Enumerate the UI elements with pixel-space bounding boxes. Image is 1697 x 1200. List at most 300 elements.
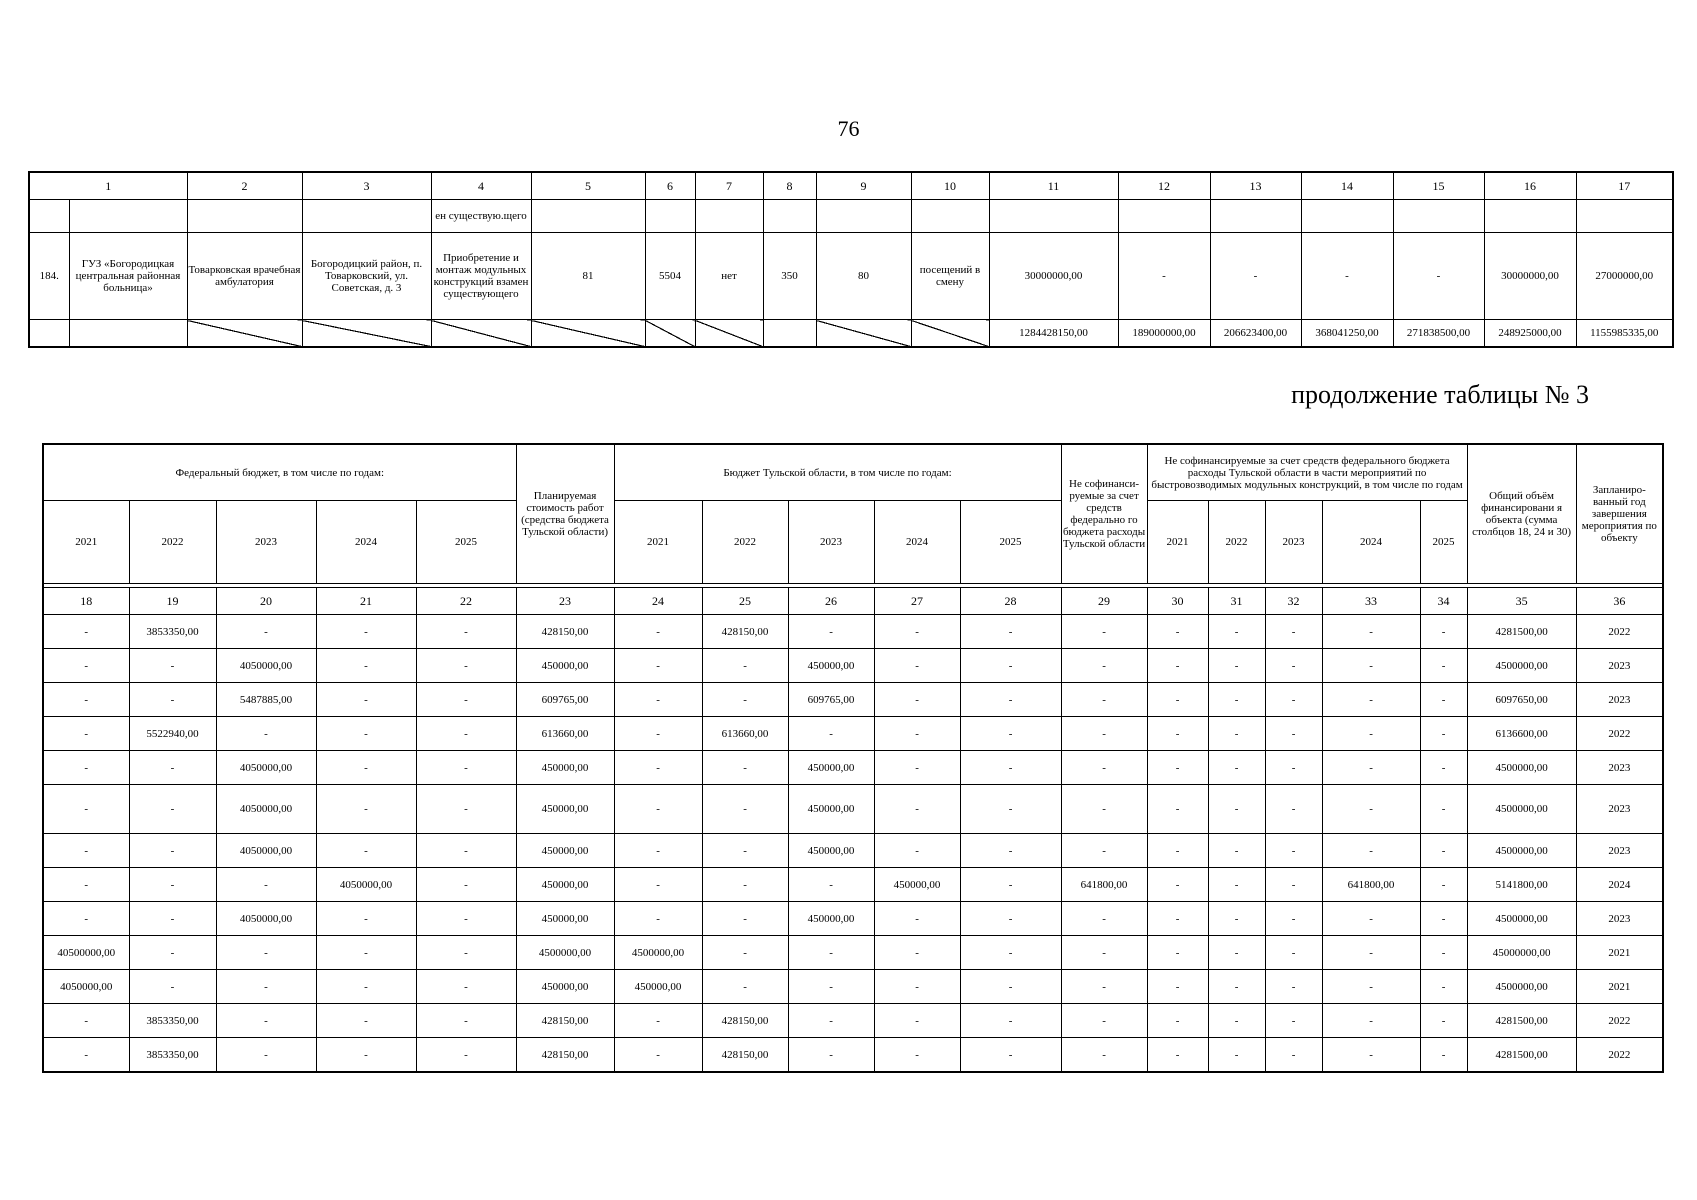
table-cell: -	[874, 751, 960, 785]
table-cell: -	[1061, 1038, 1147, 1073]
table-cell: 428150,00	[702, 1038, 788, 1073]
table-cell: 5522940,00	[129, 717, 216, 751]
col-num: 1	[29, 172, 187, 200]
table-cell: -	[1322, 717, 1420, 751]
table-cell: 641800,00	[1061, 868, 1147, 902]
table-cell: -	[1265, 936, 1322, 970]
table-cell: -	[1265, 785, 1322, 834]
col-num: 11	[989, 172, 1118, 200]
tula-budget-header: Бюджет Тульской области, в том числе по годам:	[614, 444, 1061, 501]
table-cell: 450000,00	[516, 649, 614, 683]
table-cell: -	[1147, 751, 1208, 785]
cell: 80	[816, 233, 911, 320]
table-cell: -	[1208, 785, 1265, 834]
table-row	[43, 615, 1663, 649]
table-cell: -	[129, 936, 216, 970]
table-cell: -	[129, 970, 216, 1004]
totals-row	[29, 320, 1673, 348]
table-cell: -	[1265, 902, 1322, 936]
table-cell: 6136600,00	[1467, 717, 1576, 751]
table-cell: -	[1208, 834, 1265, 868]
table-cell: -	[43, 868, 129, 902]
table-cell: -	[416, 1004, 516, 1038]
col-num: 13	[1210, 172, 1301, 200]
organization: ГУЗ «Богородицкая центральная районная больница»	[69, 233, 187, 320]
table-cell: 613660,00	[516, 717, 614, 751]
cell: 30000000,00	[1484, 233, 1576, 320]
table-cell: -	[416, 785, 516, 834]
col-num: 34	[1420, 588, 1467, 615]
table-cell: -	[1420, 649, 1467, 683]
table-cell: 4500000,00	[614, 936, 702, 970]
table-cell: -	[702, 868, 788, 902]
table-cell: -	[1420, 683, 1467, 717]
table-cell: -	[614, 868, 702, 902]
continuation-title: продолжение таблицы № 3	[1291, 380, 1589, 409]
table-cell: -	[702, 834, 788, 868]
table-cell: -	[1265, 1004, 1322, 1038]
table-cell: -	[874, 649, 960, 683]
table-cell: -	[702, 785, 788, 834]
empty-slashed-cell	[431, 320, 531, 348]
table-cell: -	[1265, 834, 1322, 868]
table-cell: -	[1420, 970, 1467, 1004]
table-cell: -	[614, 751, 702, 785]
table-cell: 2023	[1576, 649, 1663, 683]
table-row	[29, 200, 1673, 233]
table-cell: 2023	[1576, 683, 1663, 717]
table-cell: -	[216, 1004, 316, 1038]
table-cell: -	[1265, 868, 1322, 902]
table-cell: 2022	[1576, 1038, 1663, 1073]
col-num: 25	[702, 588, 788, 615]
table-cell: -	[316, 902, 416, 936]
table-cell: -	[129, 902, 216, 936]
table-cell: -	[874, 615, 960, 649]
year-header: 2022	[129, 501, 216, 584]
table-cell: -	[788, 1038, 874, 1073]
table-cell: -	[614, 649, 702, 683]
table-cell: 428150,00	[702, 615, 788, 649]
table-cell: -	[43, 751, 129, 785]
table-cell: -	[416, 649, 516, 683]
col-num: 28	[960, 588, 1061, 615]
table-cell: 428150,00	[702, 1004, 788, 1038]
table-cell: -	[129, 683, 216, 717]
table-cell: 2023	[1576, 785, 1663, 834]
col-num: 30	[1147, 588, 1208, 615]
year-header: 2023	[788, 501, 874, 584]
table-cell: -	[1420, 1004, 1467, 1038]
table-cell: -	[129, 649, 216, 683]
table-cell: -	[216, 936, 316, 970]
empty-slashed-cell	[911, 320, 989, 348]
table-cell: -	[614, 717, 702, 751]
col-num: 31	[1208, 588, 1265, 615]
table-cell: -	[614, 683, 702, 717]
table-cell: -	[1322, 615, 1420, 649]
table-row	[29, 233, 1673, 320]
col-num: 7	[695, 172, 763, 200]
table-cell: -	[874, 970, 960, 1004]
table-cell: -	[1147, 649, 1208, 683]
table-row	[43, 717, 1663, 751]
col-num: 32	[1265, 588, 1322, 615]
table-cell: -	[960, 1038, 1061, 1073]
not-cofinanced-modular-header: Не софинансируемые за счет средств федерального бюджета расходы Тульской области в части мероприятий по быстровозводимых модульных конструкций, в том числе по годам	[1147, 444, 1467, 501]
col-num: 36	[1576, 588, 1663, 615]
table-cell: -	[1061, 615, 1147, 649]
table-cell: -	[614, 785, 702, 834]
cell: посещений в смену	[911, 233, 989, 320]
table-cell: -	[1208, 1004, 1265, 1038]
table-cell: -	[316, 1004, 416, 1038]
year-header: 2024	[874, 501, 960, 584]
table-cell: -	[316, 649, 416, 683]
table-cell: -	[1208, 751, 1265, 785]
col-num: 3	[302, 172, 431, 200]
table-cell: 2022	[1576, 1004, 1663, 1038]
table-cell: 450000,00	[788, 649, 874, 683]
table-cell: -	[1420, 868, 1467, 902]
table-cell: -	[960, 683, 1061, 717]
table-row	[43, 902, 1663, 936]
table-cell: -	[1208, 717, 1265, 751]
table-cell: 641800,00	[1322, 868, 1420, 902]
table-cell: -	[416, 717, 516, 751]
table-cell: -	[1322, 683, 1420, 717]
table-cell: -	[43, 785, 129, 834]
table-cell: 4281500,00	[1467, 1004, 1576, 1038]
table-cell: -	[1061, 902, 1147, 936]
table-cell: 2024	[1576, 868, 1663, 902]
table-row	[43, 785, 1663, 834]
total-cell: 1155985335,00	[1576, 320, 1673, 348]
table-cell: -	[1420, 717, 1467, 751]
table-cell: -	[316, 785, 416, 834]
table-cell: -	[416, 751, 516, 785]
table-cell: 40500000,00	[43, 936, 129, 970]
table-cell: -	[316, 1038, 416, 1073]
table-cell: 2021	[1576, 970, 1663, 1004]
empty-slashed-cell	[187, 320, 302, 348]
table-cell: -	[614, 902, 702, 936]
table-cell: -	[416, 1038, 516, 1073]
table-cell: -	[1061, 683, 1147, 717]
table-cell: -	[1322, 936, 1420, 970]
object-name: Товарковская врачебная амбулатория	[187, 233, 302, 320]
col-num: 26	[788, 588, 874, 615]
table-cell: -	[1147, 683, 1208, 717]
table-cell: -	[960, 902, 1061, 936]
table-cell: 4050000,00	[216, 649, 316, 683]
table-cell: -	[1147, 615, 1208, 649]
table-cell: -	[1322, 1038, 1420, 1073]
col-num: 4	[431, 172, 531, 200]
table-cell: 4050000,00	[316, 868, 416, 902]
table-cell: -	[1208, 615, 1265, 649]
table-cell: -	[874, 936, 960, 970]
table-cell: -	[43, 615, 129, 649]
table-cell: 2021	[1576, 936, 1663, 970]
table-cell: -	[1265, 1038, 1322, 1073]
table-row	[43, 751, 1663, 785]
table-cell: -	[316, 615, 416, 649]
table-cell: 4500000,00	[1467, 785, 1576, 834]
table-cell: -	[216, 970, 316, 1004]
table-cell: -	[1265, 717, 1322, 751]
table-cell: -	[1322, 902, 1420, 936]
top-table	[28, 171, 1674, 348]
column-number-row	[43, 588, 1663, 615]
table-cell: -	[1420, 1038, 1467, 1073]
table-cell: -	[1147, 936, 1208, 970]
table-row	[43, 970, 1663, 1004]
table-cell: 45000000,00	[1467, 936, 1576, 970]
table-cell: -	[416, 936, 516, 970]
table-cell: -	[960, 717, 1061, 751]
table-cell: -	[1208, 683, 1265, 717]
table-cell: 3853350,00	[129, 1004, 216, 1038]
table-cell: -	[1061, 970, 1147, 1004]
table-cell: 450000,00	[516, 834, 614, 868]
table-cell: 4050000,00	[216, 834, 316, 868]
empty-slashed-cell	[302, 320, 431, 348]
table-cell: -	[1208, 902, 1265, 936]
table-cell: 3853350,00	[129, 1038, 216, 1073]
col-num: 8	[763, 172, 816, 200]
table-cell: -	[1420, 751, 1467, 785]
table-cell: 4500000,00	[1467, 649, 1576, 683]
year-header: 2024	[316, 501, 416, 584]
col-num: 5	[531, 172, 645, 200]
table-cell: 450000,00	[788, 834, 874, 868]
table-cell: -	[416, 615, 516, 649]
table-cell: -	[874, 717, 960, 751]
table-cell: -	[1147, 868, 1208, 902]
table-cell: -	[1208, 868, 1265, 902]
col-num: 16	[1484, 172, 1576, 200]
year-header: 2022	[702, 501, 788, 584]
table-cell: 5487885,00	[216, 683, 316, 717]
col-num: 18	[43, 588, 129, 615]
cell: 30000000,00	[989, 233, 1118, 320]
table-cell: -	[874, 683, 960, 717]
year-header: 2021	[1147, 501, 1208, 584]
table-cell: -	[1147, 1004, 1208, 1038]
table-cell: 2022	[1576, 717, 1663, 751]
table-cell: -	[316, 834, 416, 868]
table-cell: -	[1322, 751, 1420, 785]
table-cell: -	[1208, 970, 1265, 1004]
table-cell: -	[702, 751, 788, 785]
table-cell: -	[614, 1038, 702, 1073]
address: Богородицкий район, п. Товарковский, ул. Советская, д. 3	[302, 233, 431, 320]
table-cell: 450000,00	[788, 785, 874, 834]
table-cell: -	[316, 970, 416, 1004]
table-cell: -	[702, 936, 788, 970]
col-num: 14	[1301, 172, 1393, 200]
table-cell: -	[43, 1038, 129, 1073]
table-cell: -	[702, 970, 788, 1004]
table-cell: -	[316, 751, 416, 785]
cell: -	[1118, 233, 1210, 320]
table-cell: 450000,00	[874, 868, 960, 902]
col-num: 2	[187, 172, 302, 200]
page-number: 76	[837, 116, 860, 141]
table-cell: 4500000,00	[1467, 834, 1576, 868]
table-cell: 2023	[1576, 751, 1663, 785]
table-body	[43, 615, 1663, 1073]
table-cell: -	[1265, 649, 1322, 683]
table-cell: -	[129, 751, 216, 785]
table-row	[43, 936, 1663, 970]
table-cell: -	[960, 1004, 1061, 1038]
table-cell: -	[960, 868, 1061, 902]
col-num: 6	[645, 172, 695, 200]
empty-slashed-cell	[531, 320, 645, 348]
total-volume-header: Общий объём финансировани я объекта (сумма столбцов 18, 24 и 30)	[1467, 444, 1576, 584]
table-cell: -	[1322, 970, 1420, 1004]
table-cell: -	[874, 785, 960, 834]
table-cell: -	[874, 834, 960, 868]
table-cell: -	[1147, 834, 1208, 868]
table-cell: -	[43, 683, 129, 717]
table-cell: 609765,00	[788, 683, 874, 717]
table-cell: -	[702, 902, 788, 936]
cell: 350	[763, 233, 816, 320]
empty-slashed-cell	[645, 320, 695, 348]
table-cell: 4050000,00	[216, 902, 316, 936]
table-cell: 2023	[1576, 834, 1663, 868]
col-num: 9	[816, 172, 911, 200]
not-cofinanced-header: Не софинанси-руемые за счет средств федерально го бюджета расходы Тульской области	[1061, 444, 1147, 584]
table-cell: -	[614, 834, 702, 868]
table-cell: -	[1147, 1038, 1208, 1073]
total-cell: 271838500,00	[1393, 320, 1484, 348]
total-cell: 368041250,00	[1301, 320, 1393, 348]
table-cell: -	[1061, 834, 1147, 868]
table-cell: 4050000,00	[216, 785, 316, 834]
continuation-table	[42, 443, 1664, 1073]
cell: -	[1301, 233, 1393, 320]
table-cell: -	[788, 717, 874, 751]
table-cell: 4500000,00	[516, 936, 614, 970]
year-header: 2023	[216, 501, 316, 584]
table-cell: -	[316, 683, 416, 717]
col-num: 22	[416, 588, 516, 615]
column-number-row	[29, 172, 1673, 200]
table-cell: -	[416, 834, 516, 868]
table-cell: -	[216, 1038, 316, 1073]
table-cell: -	[129, 834, 216, 868]
col-num: 27	[874, 588, 960, 615]
table-cell: -	[1208, 936, 1265, 970]
work-type: Приобретение и монтаж модульных конструкций взамен существующего	[431, 233, 531, 320]
col-num: 23	[516, 588, 614, 615]
col-num: 33	[1322, 588, 1420, 615]
table-cell: 428150,00	[516, 615, 614, 649]
table-cell: -	[43, 649, 129, 683]
table-row	[43, 1038, 1663, 1073]
planned-year-header: Запланиро-ванный год завершения мероприятия по объекту	[1576, 444, 1663, 584]
table-cell: -	[1147, 970, 1208, 1004]
table-cell: -	[1061, 936, 1147, 970]
planned-cost-header: Планируемая стоимость работ (средства бюджета Тульской области)	[516, 444, 614, 584]
table-cell: -	[960, 785, 1061, 834]
table-cell: -	[788, 615, 874, 649]
col-num: 19	[129, 588, 216, 615]
table-cell: -	[1420, 902, 1467, 936]
col-num: 21	[316, 588, 416, 615]
table-cell: 450000,00	[614, 970, 702, 1004]
table-cell: 2022	[1576, 615, 1663, 649]
table-cell: -	[216, 717, 316, 751]
col-num: 17	[1576, 172, 1673, 200]
col-num: 35	[1467, 588, 1576, 615]
table-cell: -	[1147, 902, 1208, 936]
table-cell: -	[43, 834, 129, 868]
table-cell: -	[129, 785, 216, 834]
table-cell: -	[702, 683, 788, 717]
table-cell: -	[1061, 1004, 1147, 1038]
table-cell: 450000,00	[516, 868, 614, 902]
table-cell: -	[960, 970, 1061, 1004]
table-cell: -	[1061, 785, 1147, 834]
table-cell: 4050000,00	[43, 970, 129, 1004]
table-cell: -	[874, 1038, 960, 1073]
cell: нет	[695, 233, 763, 320]
table-cell: -	[1147, 785, 1208, 834]
table-cell: -	[788, 1004, 874, 1038]
table-row	[43, 683, 1663, 717]
table-cell: -	[416, 970, 516, 1004]
table-cell: -	[1061, 717, 1147, 751]
table-cell: -	[874, 1004, 960, 1038]
table-row	[43, 649, 1663, 683]
col-num: 29	[1061, 588, 1147, 615]
table-cell: -	[1322, 1004, 1420, 1038]
table-cell: -	[788, 868, 874, 902]
cell: 81	[531, 233, 645, 320]
table-cell: 428150,00	[516, 1038, 614, 1073]
table-cell: -	[614, 615, 702, 649]
table-cell: 613660,00	[702, 717, 788, 751]
table-cell: -	[1420, 936, 1467, 970]
table-cell: -	[43, 1004, 129, 1038]
year-header: 2024	[1322, 501, 1420, 584]
table-cell: -	[416, 902, 516, 936]
year-header: 2025	[416, 501, 516, 584]
col-num: 20	[216, 588, 316, 615]
table-cell: -	[1322, 785, 1420, 834]
year-header: 2022	[1208, 501, 1265, 584]
table-cell: 4281500,00	[1467, 1038, 1576, 1073]
table-cell: -	[1322, 834, 1420, 868]
header-row-2	[43, 501, 1663, 584]
table-cell: -	[1265, 615, 1322, 649]
year-header: 2025	[1420, 501, 1467, 584]
cell: 27000000,00	[1576, 233, 1673, 320]
table-cell: -	[788, 936, 874, 970]
table-cell: 4050000,00	[216, 751, 316, 785]
empty-slashed-cell	[816, 320, 911, 348]
table-cell: -	[702, 649, 788, 683]
year-header: 2021	[614, 501, 702, 584]
table-cell: -	[416, 868, 516, 902]
col-num: 12	[1118, 172, 1210, 200]
table-cell: -	[1265, 683, 1322, 717]
